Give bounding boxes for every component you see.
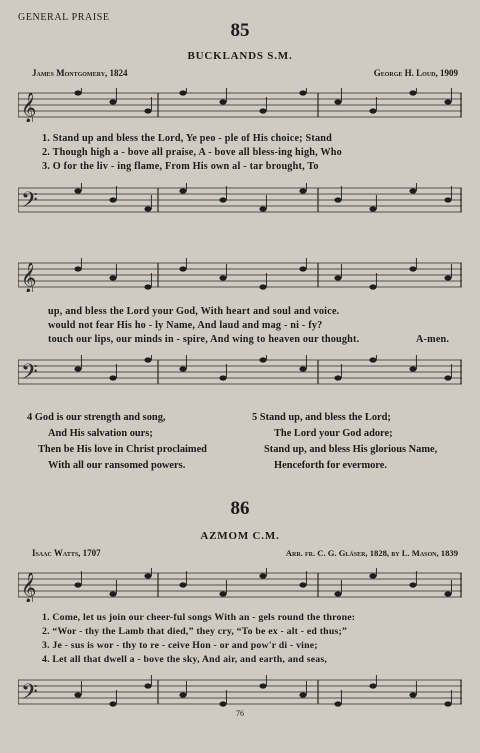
note-head bbox=[219, 275, 226, 280]
note-head bbox=[219, 197, 226, 202]
staff-engraving bbox=[18, 568, 462, 602]
note-head bbox=[409, 692, 416, 697]
note-head bbox=[369, 108, 376, 113]
note-head bbox=[144, 284, 151, 289]
composer-credit-85: George H. Loud, 1909 bbox=[373, 68, 458, 78]
note-head bbox=[144, 573, 151, 578]
note-head bbox=[409, 366, 416, 371]
music-staff bbox=[18, 568, 462, 602]
note-head bbox=[179, 582, 186, 587]
note-head bbox=[109, 197, 116, 202]
music-staff bbox=[18, 88, 462, 122]
note-head bbox=[144, 206, 151, 211]
staff-engraving bbox=[18, 258, 462, 292]
note-head bbox=[409, 90, 416, 95]
note-head bbox=[369, 683, 376, 688]
note-head bbox=[179, 90, 186, 95]
composer-credit-86: Arr. fr. C. G. Gläser, 1828, by L. Mason, 1839 bbox=[285, 548, 458, 558]
stanza-5-line: 5 Stand up, and bless the Lord; bbox=[252, 412, 391, 423]
note-head bbox=[259, 108, 266, 113]
note-head bbox=[144, 108, 151, 113]
lyric-line: 1. Stand up and bless the Lord, Ye peo - ple of His choice; Stand bbox=[42, 133, 332, 144]
note-head bbox=[109, 99, 116, 104]
note-head bbox=[179, 188, 186, 193]
note-head bbox=[219, 591, 226, 596]
stanza-4-line: 4 God is our strength and song, bbox=[27, 412, 166, 423]
note-head bbox=[409, 188, 416, 193]
note-head bbox=[109, 701, 116, 706]
clef-icon: 𝄢 bbox=[21, 360, 38, 389]
music-staff bbox=[18, 258, 462, 292]
hymn-number-86: 86 bbox=[230, 498, 250, 519]
note-head bbox=[259, 573, 266, 578]
clef-icon: 𝄞 bbox=[21, 573, 37, 602]
note-head bbox=[74, 582, 81, 587]
note-head bbox=[334, 197, 341, 202]
music-staff bbox=[18, 675, 462, 709]
amen-label: A-men. bbox=[416, 334, 450, 345]
note-head bbox=[299, 582, 306, 587]
note-head bbox=[444, 701, 451, 706]
note-head bbox=[299, 366, 306, 371]
note-head bbox=[444, 197, 451, 202]
note-head bbox=[74, 188, 81, 193]
music-staff bbox=[18, 183, 462, 217]
lyric-line: 2. “Wor - thy the Lamb that died,” they cry, “To be ex - alt - ed thus;” bbox=[42, 626, 348, 637]
note-head bbox=[444, 375, 451, 380]
note-head bbox=[299, 90, 306, 95]
staff-engraving bbox=[18, 675, 462, 709]
note-head bbox=[74, 366, 81, 371]
staff-engraving bbox=[18, 355, 462, 389]
clef-icon: 𝄢 bbox=[21, 188, 38, 217]
page-number: 76 bbox=[236, 709, 244, 718]
note-head bbox=[444, 275, 451, 280]
lyric-line: 3. Je - sus is wor - thy to re - ceive Hon - or and pow'r di - vine; bbox=[42, 640, 318, 651]
note-head bbox=[219, 701, 226, 706]
note-head bbox=[369, 357, 376, 362]
author-credit-85: James Montgomery, 1824 bbox=[32, 68, 128, 78]
note-head bbox=[109, 375, 116, 380]
lyric-line: 2. Though high a - bove all praise, A - bove all bless-ing high, Who bbox=[42, 147, 342, 158]
note-head bbox=[179, 266, 186, 271]
tune-name-85: BUCKLANDS S.M. bbox=[187, 50, 293, 62]
note-head bbox=[444, 99, 451, 104]
clef-icon: 𝄞 bbox=[21, 263, 37, 292]
note-head bbox=[334, 591, 341, 596]
note-head bbox=[144, 683, 151, 688]
note-head bbox=[409, 266, 416, 271]
lyric-line: touch our lips, our minds in - spire, And wing to heaven our thought. bbox=[48, 334, 360, 345]
note-head bbox=[259, 206, 266, 211]
note-head bbox=[144, 357, 151, 362]
note-head bbox=[369, 284, 376, 289]
note-head bbox=[334, 275, 341, 280]
note-head bbox=[74, 266, 81, 271]
note-head bbox=[369, 206, 376, 211]
note-head bbox=[444, 591, 451, 596]
note-head bbox=[299, 266, 306, 271]
note-head bbox=[109, 591, 116, 596]
lyric-line: would not fear His ho - ly Name, And laud and mag - ni - fy? bbox=[48, 320, 323, 331]
note-head bbox=[219, 99, 226, 104]
note-head bbox=[179, 366, 186, 371]
clef-icon: 𝄢 bbox=[21, 680, 38, 709]
author-credit-86: Isaac Watts, 1707 bbox=[32, 548, 101, 558]
note-head bbox=[334, 99, 341, 104]
note-head bbox=[259, 284, 266, 289]
note-head bbox=[334, 701, 341, 706]
note-head bbox=[74, 692, 81, 697]
note-head bbox=[74, 90, 81, 95]
hymn-number-85: 85 bbox=[230, 20, 250, 41]
music-staff bbox=[18, 355, 462, 389]
note-head bbox=[299, 188, 306, 193]
note-head bbox=[179, 692, 186, 697]
section-header: GENERAL PRAISE bbox=[18, 12, 110, 23]
lyric-line: 4. Let all that dwell a - bove the sky, And air, and earth, and seas, bbox=[42, 654, 328, 665]
note-head bbox=[409, 582, 416, 587]
note-head bbox=[259, 683, 266, 688]
note-head bbox=[369, 573, 376, 578]
stanza-4-line: Then be His love in Christ proclaimed bbox=[38, 444, 207, 455]
stanza-4-line: With all our ransomed powers. bbox=[48, 460, 186, 471]
stanza-4-line: And His salvation ours; bbox=[48, 428, 153, 439]
stanza-5-line: Henceforth for evermore. bbox=[274, 460, 387, 471]
note-head bbox=[109, 275, 116, 280]
note-head bbox=[299, 692, 306, 697]
staff-engraving bbox=[18, 88, 462, 122]
tune-name-86: AZMOM C.M. bbox=[200, 530, 280, 542]
lyric-line: 1. Come, let us join our cheer-ful songs With an - gels round the throne: bbox=[42, 612, 356, 623]
stanza-5-line: Stand up, and bless His glorious Name, bbox=[264, 444, 438, 455]
lyric-line: 3. O for the liv - ing flame, From His own al - tar brought, To bbox=[42, 161, 319, 172]
note-head bbox=[259, 357, 266, 362]
clef-icon: 𝄞 bbox=[21, 93, 37, 122]
stanza-5-line: The Lord your God adore; bbox=[274, 428, 393, 439]
lyric-line: up, and bless the Lord your God, With heart and soul and voice. bbox=[48, 306, 340, 317]
note-head bbox=[219, 375, 226, 380]
staff-engraving bbox=[18, 183, 462, 217]
note-head bbox=[334, 375, 341, 380]
